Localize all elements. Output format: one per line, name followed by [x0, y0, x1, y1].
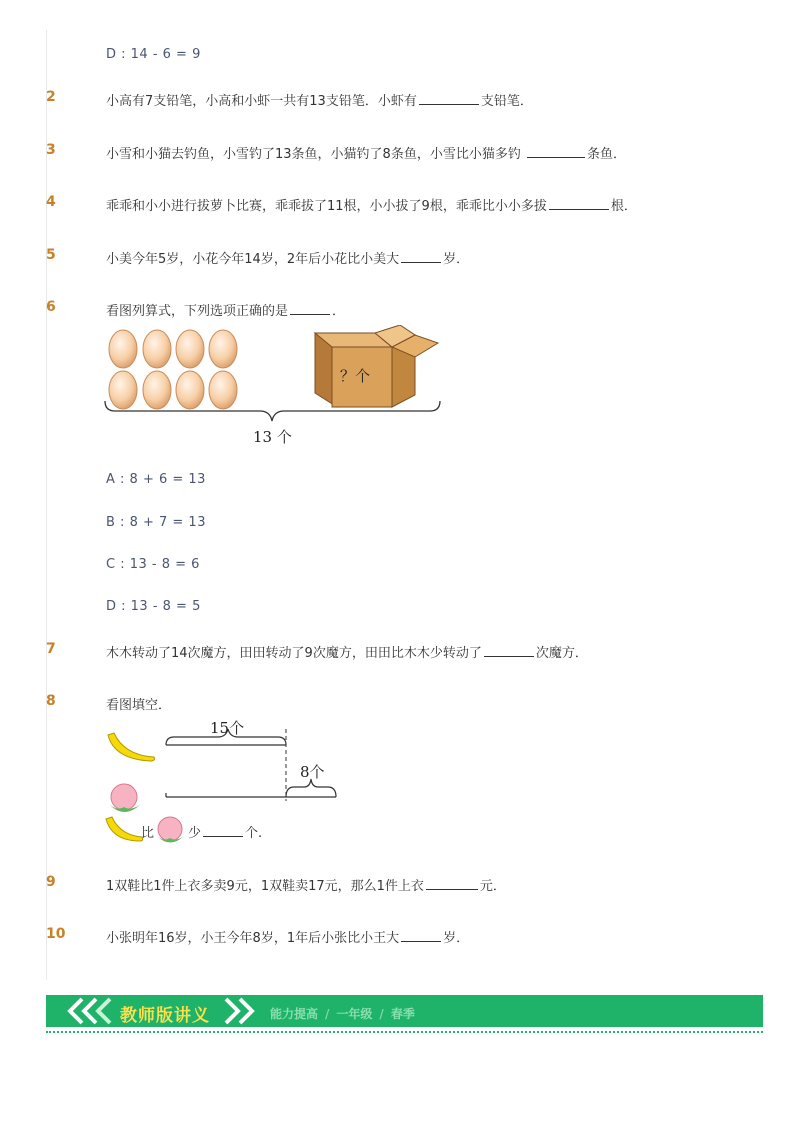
compare-unit: 个.	[245, 826, 263, 841]
question-text-tail: 次魔方．	[535, 646, 588, 661]
q6-option-c[interactable]: C : 13 - 8 = 6	[106, 557, 200, 572]
crumb-term: 春季	[390, 1007, 415, 1021]
question-6-text	[106, 300, 345, 319]
compare-text-mid: 比	[141, 826, 155, 841]
question-10-text	[106, 927, 469, 946]
footer-title: 教师版讲义	[120, 1006, 210, 1026]
peach-icon	[110, 784, 140, 812]
answer-blank[interactable]	[484, 644, 534, 657]
answer-blank[interactable]	[419, 92, 479, 105]
chevron-left-icon	[52, 995, 118, 1027]
question-text-tail: 支铅笔．	[480, 94, 533, 109]
answer-blank[interactable]	[549, 197, 609, 210]
question-number: 3	[46, 142, 56, 158]
footer-breadcrumb	[270, 1005, 415, 1022]
question-text: 乖乖和小小进行拔萝卜比赛，乖乖拔了11根，小小拔了9根，乖乖比小小多拔	[106, 199, 547, 214]
question-text-tail: ．	[332, 304, 346, 319]
total-label: 13 个	[253, 428, 292, 446]
question-number: 10	[46, 926, 66, 942]
question-text-tail: 岁．	[443, 252, 470, 267]
question-text: 小雪和小猫去钓鱼，小雪钓了13条鱼，小猫钓了8条鱼，小雪比小猫多钓	[106, 147, 525, 162]
crumb-grade: 一年级	[336, 1007, 373, 1021]
question-number: 2	[46, 89, 56, 105]
question-text: 看图填空．	[106, 698, 172, 713]
answer-blank[interactable]	[426, 877, 478, 890]
chevron-right-icon	[220, 995, 264, 1027]
box-icon	[315, 325, 438, 407]
egg-icon	[109, 371, 137, 409]
box-label: ？个	[340, 367, 371, 385]
question-text: 小张明年16岁，小王今年8岁，1年后小张比小王大	[106, 931, 400, 946]
question-text: 看图列算式，下列选项正确的是	[106, 304, 289, 319]
q6-option-b[interactable]: B : 8 + 7 = 13	[106, 515, 206, 530]
question-text: 1双鞋比1件上衣多卖9元，1双鞋卖17元，那么1件上衣	[106, 879, 424, 894]
question-number: 9	[46, 874, 56, 890]
q6-option-a[interactable]: A : 8 + 6 = 13	[106, 472, 206, 487]
question-text-tail: 条鱼．	[586, 147, 626, 162]
banana-icon	[106, 817, 143, 841]
answer-blank[interactable]	[401, 250, 441, 263]
banana-icon	[108, 733, 155, 761]
answer-blank[interactable]	[203, 824, 243, 837]
question-number: 6	[46, 299, 56, 315]
compare-text-tail	[188, 822, 262, 841]
top-bar-label: 15个	[210, 719, 245, 737]
q1-option-d: D : 14 - 6 = 9	[106, 47, 201, 62]
left-margin-rule	[46, 30, 47, 980]
egg-icon	[176, 330, 204, 368]
crumb-level: 能力提高	[270, 1007, 319, 1021]
egg-group	[109, 330, 237, 409]
question-text-tail: 岁．	[443, 931, 470, 946]
footer-dotted-rule	[46, 1031, 763, 1033]
question-3-text	[106, 143, 626, 162]
question-text: 木木转动了14次魔方，田田转动了9次魔方，田田比木木少转动了	[106, 646, 482, 661]
egg-icon	[209, 330, 237, 368]
question-number: 8	[46, 693, 56, 709]
peach-icon	[157, 817, 184, 843]
compare-less: 少	[188, 826, 202, 841]
question-4-text	[106, 195, 637, 214]
q8-figure	[100, 715, 360, 850]
question-8-text	[106, 694, 171, 713]
answer-blank[interactable]	[401, 929, 441, 942]
egg-icon	[176, 371, 204, 409]
question-9-text	[106, 875, 506, 894]
q6-option-d[interactable]: D : 13 - 8 = 5	[106, 599, 201, 614]
crumb-separator: /	[379, 1007, 384, 1021]
question-number: 4	[46, 194, 56, 210]
egg-icon	[143, 330, 171, 368]
question-number: 7	[46, 641, 56, 657]
question-5-text	[106, 248, 469, 267]
answer-blank[interactable]	[527, 145, 585, 158]
egg-icon	[109, 330, 137, 368]
question-text: 小高有7支铅笔，小高和小虾一共有13支铅笔．小虾有	[106, 94, 417, 109]
q6-figure	[100, 325, 445, 450]
question-text: 小美今年5岁，小花今年14岁，2年后小花比小美大	[106, 252, 400, 267]
question-number: 5	[46, 247, 56, 263]
crumb-separator: /	[325, 1007, 330, 1021]
egg-icon	[143, 371, 171, 409]
answer-blank[interactable]	[290, 302, 330, 315]
question-2-text	[106, 90, 533, 109]
question-text-tail: 根．	[610, 199, 637, 214]
question-7-text	[106, 642, 588, 661]
diff-label: 8个	[300, 763, 325, 781]
question-text-tail: 元．	[479, 879, 506, 894]
egg-icon	[209, 371, 237, 409]
